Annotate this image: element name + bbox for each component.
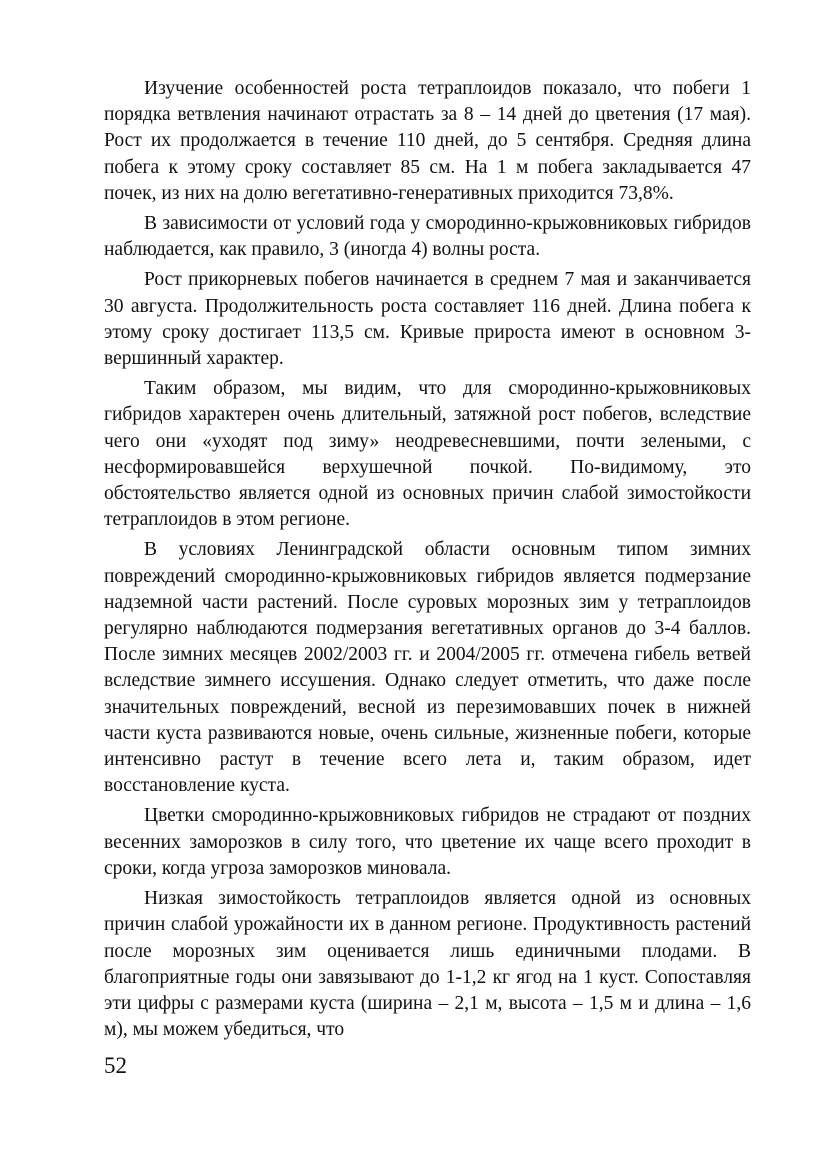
- paragraph: В зависимости от условий года у смородинно-крыжовниковых гибридов наблюдается, как правило, 3 (иногда 4) волны роста.: [104, 213, 751, 261]
- paragraph: Таким образом, мы видим, что для смородинно-крыжовниковых гибридов характерен очень длительный, затяжной рост побегов, вследствие чего они «уходят под зиму» неодревесневшими, почти зелеными, с несформировавшейся верхушечной почкой. По-видимому, это обстоятельство является одной из основных причин слабой зимостойкости тетраплоидов в этом регионе.: [104, 378, 751, 531]
- paragraph: Изучение особенностей роста тетраплоидов показало, что побеги 1 порядка ветвления начинают отрастать за 8 – 14 дней до цветения (17 мая). Рост их продолжается в течение 110 дней, до 5 сентября. Средняя длина побега к этому сроку составляет 85 см. На 1 м побега закладывается 47 почек, из них на долю вегетативно-генеративных приходится 73,8%.: [104, 78, 751, 204]
- paragraph: Цветки смородинно-крыжовниковых гибридов не страдают от поздних весенних заморозков в силу того, что цветение их чаще всего проходит в сроки, когда угроза заморозков миновала.: [104, 805, 751, 879]
- body-text: [104, 76, 751, 1047]
- paragraph: В условиях Ленинградской области основным типом зимних повреждений смородинно-крыжовниковых гибридов является подмерзание надземной части растений. После суровых морозных зим у тетраплоидов регулярно наблюдаются подмерзания вегетативных органов до 3-4 баллов. После зимних месяцев 2002/2003 гг. и 2004/2005 гг. отмечена гибель ветвей вследствие зимнего иссушения. Однако следует отметить, что даже после значительных повреждений, весной из перезимовавших почек в нижней части куста развиваются новые, очень сильные, жизненные побеги, которые интенсивно растут в течение всего лета и, таким образом, идет восстановление куста.: [104, 539, 751, 797]
- paragraph: Низкая зимостойкость тетраплоидов является одной из основных причин слабой урожайности их в данном регионе. Продуктивность растений после морозных зим оценивается лишь единичными плодами. В благоприятные годы они завязывают до 1-1,2 кг ягод на 1 куст. Сопоставляя эти цифры с размерами куста (ширина – 2,1 м, высота – 1,5 м и длина – 1,6 м), мы можем убедиться, что: [104, 888, 751, 1041]
- paragraph: Рост прикорневых побегов начинается в среднем 7 мая и заканчивается 30 августа. Продолжительность роста составляет 116 дней. Длина побега к этому сроку достигает 113,5 см. Кривые прироста имеют в основном 3-вершинный характер.: [104, 269, 751, 370]
- page-number: 52: [104, 1053, 127, 1078]
